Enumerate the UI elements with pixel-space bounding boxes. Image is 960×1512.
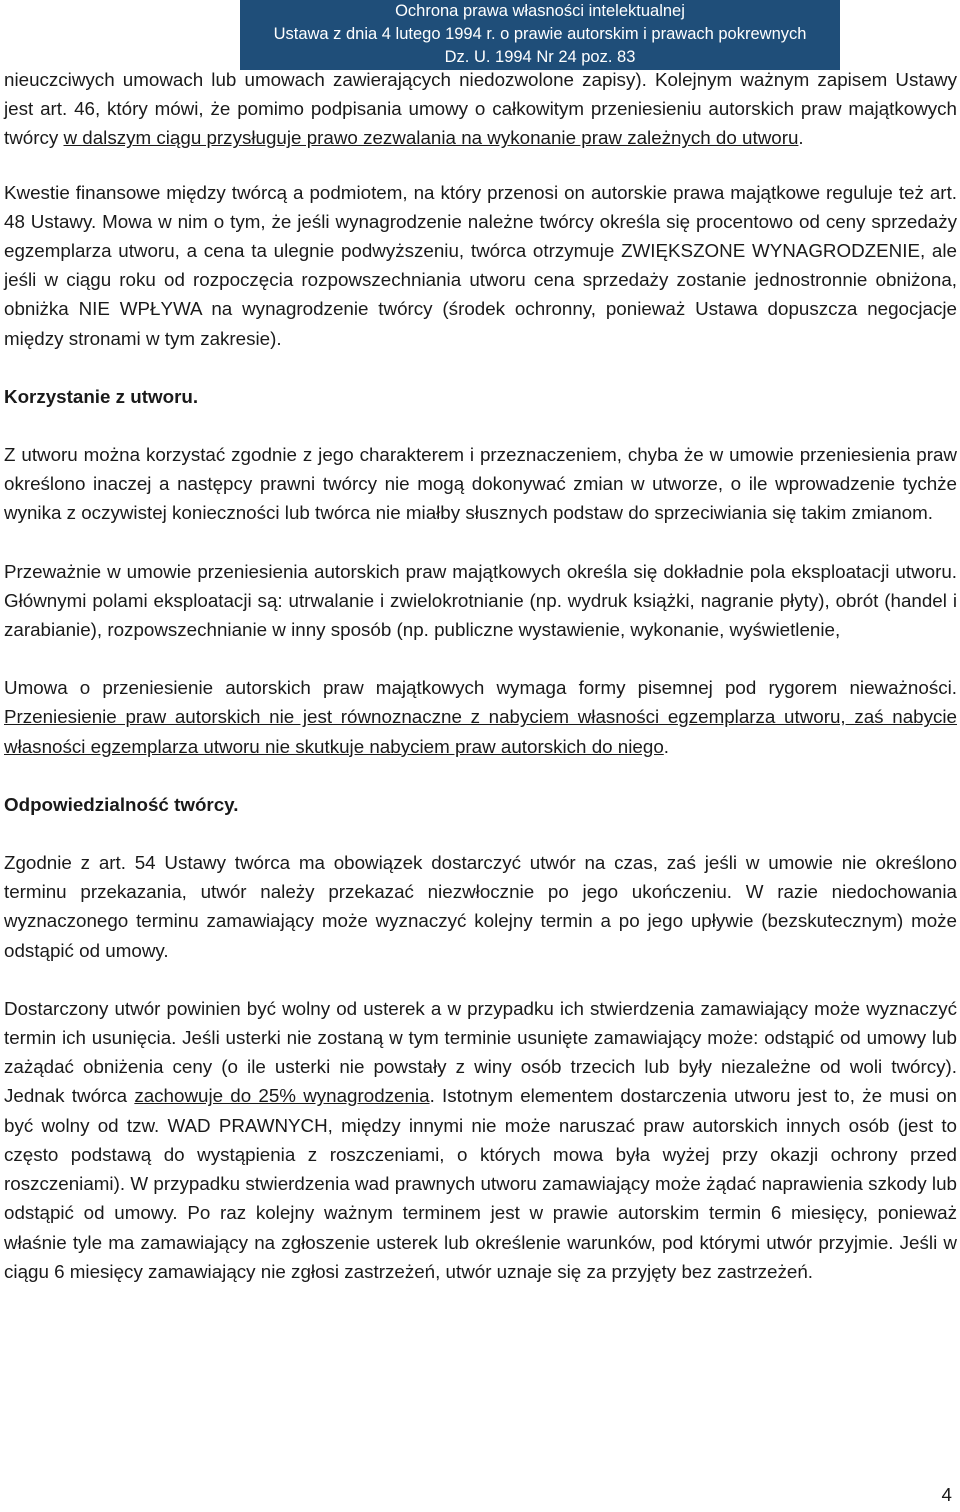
document-body [4,65,957,1286]
section-heading-liability: Odpowiedzialność twórcy. [4,793,239,815]
paragraph-text: . [798,127,804,149]
underlined-text: zachowuje do 25% wynagrodzenia [134,1085,430,1107]
header-title: Ochrona prawa własności intelektualnej [395,2,685,20]
paragraph-art48: Kwestie finansowe między twórcą a podmiotem, na który przenosi on autorskie prawa majątkowe reguluje też art. 48 Ustawy. Mowa w nim o tym, że jeśli wynagrodzenie należne twórcy określa się procentowo od ceny sprzedaży egzemplarza utworu, a cena ta ulegnie podwyższeniu, twórca otrzymuje ZWIĘKSZONE WYNAGRODZENIE, ale jeśli w ciągu roku od rozpoczęcia rozpowszechniania utworu cena sprzedaży zostanie jednostronnie obniżona, obniżka NIE WPŁYWA na wynagrodzenie twórcy (środek ochronny, ponieważ Ustawa dopuszcza negocjacje między stronami w tym zakresie). [4,181,957,349]
header-act-title: Ustawa z dnia 4 lutego 1994 r. o prawie autorskim i prawach pokrewnych [273,25,807,43]
paragraph-art54: Zgodnie z art. 54 Ustawy twórca ma obowiązek dostarczyć utwór na czas, zaś jeśli w umowie nie określono terminu przekazania, utwór należy przekazać niezwłocznie po jego ukończeniu. W razie niedochowania wyznaczonego terminu zamawiający może wyznaczyć kolejny termin a po jego upływie (bezskutecznym) może odstąpić od umowy. [4,852,957,961]
page-number: 4 [941,1484,952,1505]
paragraph-exploitation-fields: Przeważnie w umowie przeniesienia autorskich praw majątkowych określa się dokładnie pola eksploatacji utworu. Głównymi polami eksploatacji są: utrwalanie i zwielokrotnianie (np. wydruk książki, nagranie płyty), obrót (handel i zarabianie), rozpowszechnianie w inny sposób (np. publiczne wystawienie, wykonanie, wyświetlenie, [4,560,957,641]
paragraph-usage: Z utworu można korzystać zgodnie z jego charakterem i przeznaczeniem, chyba że w umowie przeniesienia praw określono inaczej a następcy prawni twórcy nie mogą dokonywać zmian w utworze, o ile wprowadzenie tychże wynika z oczywistej konieczności lub twórca nie miałby słusznych podstaw do sprzeciwiania się takim zmianom. [4,444,957,524]
section-heading-usage: Korzystanie z utworu. [4,385,199,407]
paragraph-transfer-form [4,673,957,761]
paragraph-text: . [663,735,669,757]
paragraph-art46 [4,65,957,153]
underlined-text: Przeniesienie praw autorskich nie jest równoznaczne z nabyciem własności egzemplarza utworu, zaś nabycie własności egzemplarza utworu nie skutkuje nabyciem praw autorskich do niego [4,706,957,757]
paragraph-defects [4,994,957,1286]
paragraph-text: Umowa o przeniesienie autorskich praw majątkowych wymaga formy pisemnej pod rygorem nieważności. [4,677,957,699]
underlined-text: w dalszym ciągu przysługuje prawo zezwalania na wykonanie praw zależnych do utworu [63,127,799,149]
header-journal-reference: Dz. U. 1994 Nr 24 poz. 83 [444,48,636,66]
document-header [240,0,840,70]
paragraph-text: Dostarczony utwór powinien być wolny od usterek a w przypadku ich stwierdzenia zamawiający może wyznaczyć termin ich usunięcia. Jeśli usterki nie zostaną w tym terminie usunięte zamawiający może: odstąpić od umowy lub zażądać obniżenia ceny (o ile usterki nie powstały z winy osób trzecich lub były niezależne od woli twórcy). Jednak twórca [4,997,957,1107]
paragraph-text: . Istotnym elementem dostarczenia utworu jest to, że musi on być wolny od tzw. WAD PRAWNYCH, między innymi nie może naruszać praw autorskich innych osób (jest to często podstawą do wystąpienia z roszczeniami, o których mowa była wyżej przy okazji ochrony przed roszczeniami). W przypadku stwierdzenia wad prawnych utworu zamawiający może żądać naprawienia szkody lub odstąpić od umowy. Po raz kolejny ważnym terminem jest w prawie autorskim termin 6 miesięcy, ponieważ właśnie tyle ma zamawiający na zgłoszenie usterek lub określenie warunków, pod którymi utwór przyjmie. Jeśli w ciągu 6 miesięcy zamawiający nie zgłosi zastrzeżeń, utwór uznaje się za przyjęty bez zastrzeżeń. [4,1085,957,1282]
paragraph-text: nieuczciwych umowach lub umowach zawierających niedozwolone zapisy). Kolejnym ważnym zapisem Ustawy jest art. 46, który mówi, że pomimo podpisania umowy o całkowitym przeniesieniu autorskich praw majątkowych twórcy [4,69,957,149]
